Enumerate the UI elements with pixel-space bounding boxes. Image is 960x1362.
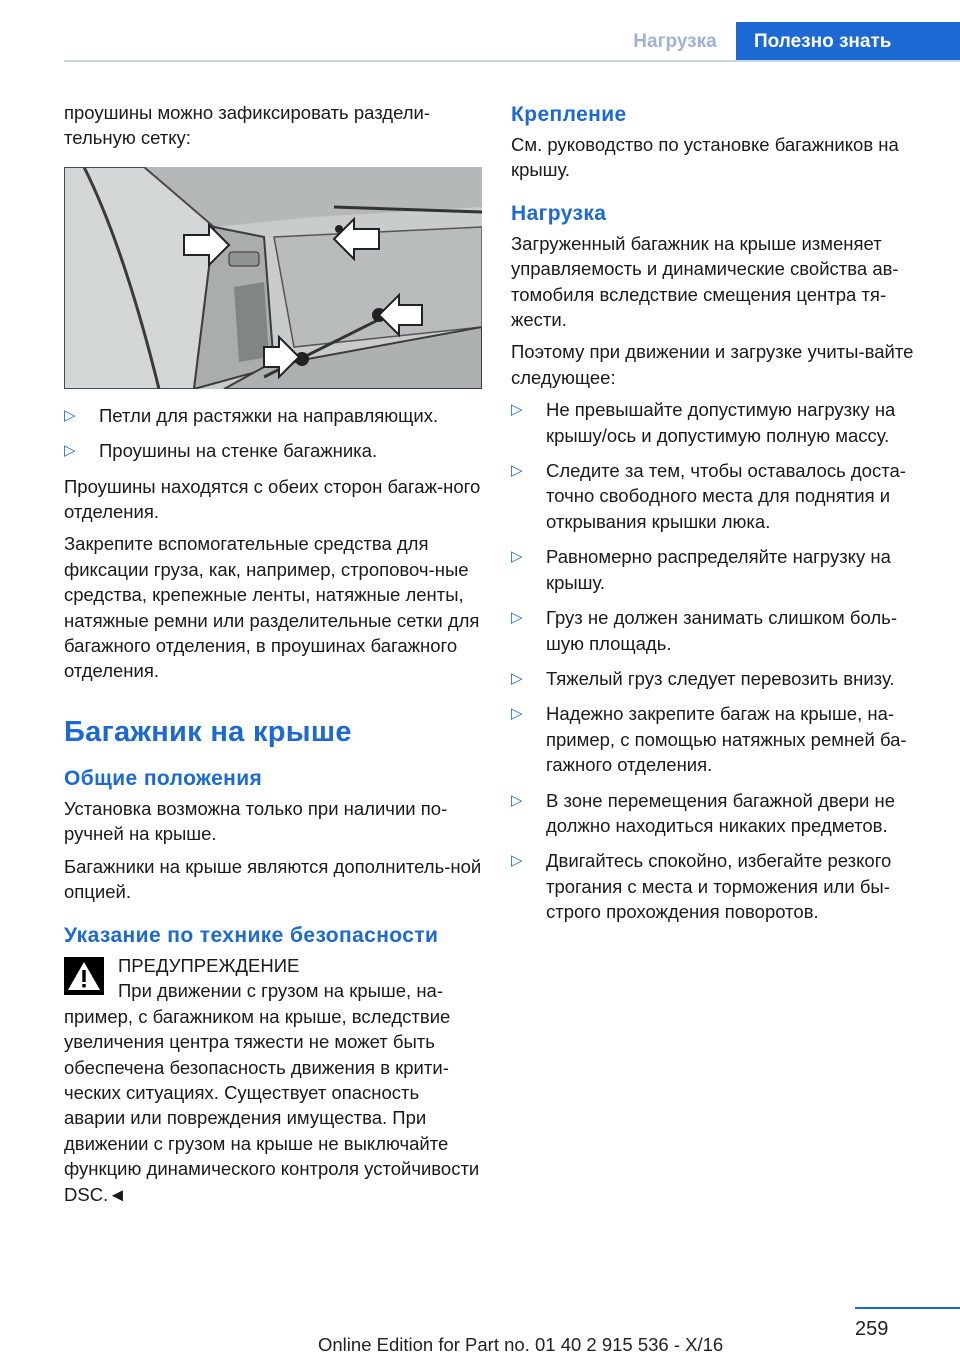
list-item: ▷ Следите за тем, чтобы оставалось доста-точно свободного места для поднятия и открывания крышки люка.	[511, 460, 906, 532]
paragraph: Проушины находятся с обеих сторон багаж-ного отделения.	[64, 475, 481, 523]
list-item: ▷ Надежно закрепите багаж на крыше, на-пример, с помощью натяжных ремней ба-гажного отделения.	[511, 703, 907, 776]
triangle-bullet-icon: ▷	[511, 609, 523, 627]
paragraph: См. руководство по установке багажников на крышу.	[511, 134, 899, 181]
intro-text: проушины можно зафиксировать раздели-тельную сетку:	[64, 102, 431, 149]
header-chapter-tab[interactable]: Полезно знать	[736, 22, 960, 62]
list-item: ▷ Груз не должен занимать слишком боль-шую площадь.	[511, 607, 897, 654]
triangle-bullet-icon: ▷	[511, 852, 523, 870]
footer-divider	[855, 1307, 960, 1309]
paragraph: Загруженный багажник на крыше изменяет управляемость и динамические свойства ав-томобиля вследствие смещения центра тя-жести.	[511, 232, 899, 331]
list-item: ▷ Двигайтесь спокойно, избегайте резкого трогания с места и торможения или бы-строго прохождения поворотов.	[511, 850, 892, 923]
lashing-eye-list	[64, 403, 482, 464]
paragraph: Установка возможна только при наличии по-ручней на крыше.	[64, 797, 448, 845]
subsection-title-general: Общие положения	[64, 766, 263, 790]
paragraph: Поэтому при движении и загрузке учиты-вайте следующее:	[511, 341, 914, 388]
triangle-bullet-icon: ▷	[64, 406, 76, 424]
subsection-title-load: Нагрузка	[511, 201, 607, 225]
section-title: Багажник на крыше	[64, 715, 352, 748]
subsection-title-mounting: Крепление	[511, 103, 627, 126]
left-column	[64, 100, 482, 1214]
paragraph: Багажники на крыше являются дополнитель-ной опцией.	[64, 855, 482, 903]
triangle-bullet-icon: ▷	[511, 791, 523, 809]
warning-text: При движении с грузом на крыше, на-пример, с багажником на крыше, вследствие увеличения центра тяжести не может быть обеспечена безопасность движения в крити-ческих ситуациях. Существует опасность аварии или повреждения имущества. При движении с грузом на крыше не выключайте функцию динамического контроля устойчивости DSC.◄	[64, 980, 480, 1205]
triangle-bullet-icon: ▷	[511, 548, 523, 566]
edition-footer: Online Edition for Part no. 01 40 2 915 536 - X/16	[318, 1334, 724, 1355]
triangle-bullet-icon: ▷	[511, 669, 523, 687]
page-number: 259	[855, 1318, 889, 1340]
list-item: ▷ Проушины на стенке багажника.	[64, 440, 378, 462]
header-section-tab[interactable]: Нагрузка	[633, 31, 717, 52]
warning-triangle-icon	[64, 957, 104, 995]
trunk-lashing-eyes-illustration	[64, 167, 482, 389]
list-item: ▷ В зоне перемещения багажной двери не должно находиться никаких предметов.	[511, 789, 896, 836]
list-item: ▷ Равномерно распределяйте нагрузку на крышу.	[511, 546, 891, 593]
list-item: ▷ Не превышайте допустимую нагрузку на крышу/ось и допустимую полную массу.	[511, 399, 896, 446]
right-column	[511, 100, 931, 935]
warning-first-line	[118, 983, 482, 1008]
paragraph: Закрепите вспомогательные средства для фиксации груза, как, например, строповоч-ные средства, крепежные ленты, натяжные ленты, натяжные ремни или разделительные сетки для багажного отделения, в проушинах багажного отделения.	[64, 533, 480, 682]
triangle-bullet-icon: ▷	[511, 462, 523, 480]
triangle-bullet-icon: ▷	[511, 705, 523, 723]
triangle-bullet-icon: ▷	[64, 442, 76, 460]
triangle-bullet-icon: ▷	[511, 401, 523, 419]
warning-block	[64, 953, 482, 1009]
header-divider	[64, 60, 960, 62]
load-rules-list	[511, 397, 931, 924]
list-item: ▷ Тяжелый груз следует перевозить внизу.	[511, 667, 895, 689]
list-item: ▷ Петли для растяжки на направляющих.	[64, 404, 439, 426]
warning-title: ПРЕДУПРЕЖДЕНИЕ	[118, 954, 300, 976]
subsection-title-safety: Указание по технике безопасности	[64, 923, 439, 947]
